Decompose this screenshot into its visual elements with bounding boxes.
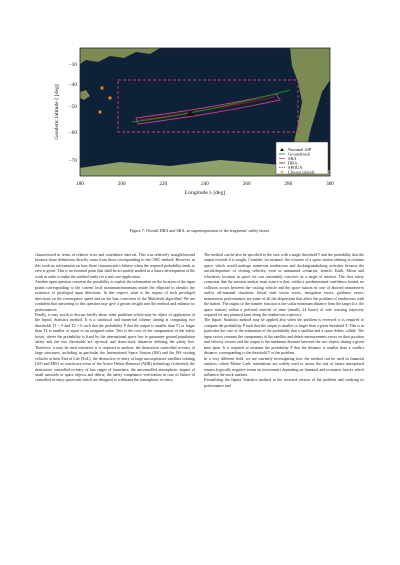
map-plot	[40, 40, 360, 230]
y-tick-label: −30	[68, 62, 77, 68]
y-tick-label: −40	[68, 82, 77, 88]
x-tick-label: 260	[242, 181, 251, 187]
x-tick-label: 300	[326, 181, 334, 187]
y-tick-label: −70	[68, 158, 77, 164]
right-column	[204, 252, 364, 552]
island-marker	[98, 110, 101, 113]
y-tick-label: −60	[68, 130, 77, 136]
legend-label: DRA	[288, 160, 298, 166]
legend-label: Chosen islands	[288, 169, 315, 175]
island-marker	[108, 96, 111, 99]
paragraph: The Inputs' Statistics method may be applied also when the problem is reversed: it is required to compute the probability P such that the output is smaller or larger than a given threshold T. This is in particular the case of the estimation of the probability that a satellite and a space debris collide. The input vector contains the components of the satellite and debris measurements errors on their position and velocity vectors and the output is the minimum distance between the two objects during a given time span. It is required to estimate the probability P that the distance is smaller than a conflict distance, corresponding to the threshold T of the problem.	[204, 317, 364, 356]
paragraph: characterized in terms of relative error and confidence interval. This was relatively straightforward because those definitions directly come from those corresponding to the CMC method. However, in this work no information on how these characteristics behave when the required probability tends to zero is given. This is an essential point that shall be accurately studied in a future development of the work in order to make the method ready for a real case application.	[35, 252, 195, 279]
legend-label: SRA	[288, 156, 297, 161]
legend-label: Groundtrack	[288, 151, 311, 157]
x-tick-label: 280	[284, 181, 293, 187]
left-column	[35, 252, 195, 552]
x-axis-label: Longitude λ [deg]	[184, 190, 226, 196]
y-axis-label: Geodetic latitude ζ [deg]	[54, 84, 60, 140]
x-tick-label: 180	[76, 181, 84, 187]
x-tick-label: 200	[117, 181, 126, 187]
paragraph: Formalizing the Inputs' Statistics method in the reversed version of the problem and studying its performance and	[204, 377, 364, 388]
figure-caption: Figure 7: Overall DRA and SRA, as superimposition of the fragments' safety boxes.	[129, 228, 271, 233]
legend-label: Nominal AIP	[288, 147, 312, 152]
paragraph: Finally, it may worth to discuss briefly about other problems which may be object of application of the Inputs' Statistics method. It is a statistical and numerical scheme aiming at computing two thresholds T1 < 0 and T2 > 0 such that the probability P that the output is smaller than T1 or larger than T2 is smaller or equal to an assigned value. This is the case of the computation of the safety boxes, where the probability is fixed by the international space law to guarantee ground population safety and the two thresholds are up-track and down-track distances defining the safety box. Therefore, it may be used whenever it is required to analyse: the destructive controlled re-entry of large structures, including in particular the International Space Station (ISS) and the ISS visiting vehicles at their End of Life (EoL); the destructive re-entry of large uncooperative satellites orbiting LEO and MEO as conclusive event of the Active Debris Removal (ADR) technology (e.deorbit); the destructive controlled re-entry of last stages of launchers; the uncontrolled atmospheric impact of small asteroids or space objects and debris; the safety compliance verification in case of failure of controlled re-entry spacecraft which are designed to withstand the atmospheric re-entry.	[35, 311, 195, 383]
x-tick-label: 240	[201, 181, 209, 187]
x-tick-label: 220	[159, 181, 168, 187]
paragraph: The method can be also be specified to the case with a single threshold T and the probability that the output exceeds it is sought. Consider, for instance, the scenario of a space station orbiting in cislunar space, which would undergo numerous rendezvous and docking/undocking activities because the arrival/departure of visiting vehicles, even in unmanned scenarios, from/to Earth, Moon and whichever location in space we can reasonably conceive as a target of interest. The first safety constraint that the mission analyst must assure is that, within a predetermined confidence bound, no collision occurs between the visiting vehicle and the space station in case of aborted manoeuvres and/or off-nominal situations. Initial state vector errors, navigation errors, guidance errors, manoeuvres performances are some of all the dispersions that affect the problem of rendezvous with the station. The output of the transfer function is the scalar minimum distance from the target (i.e. the space station) within a prefixed interval of time (usually 24 hours) of safe coasting trajectory required for any planned burn along the rendezvous trajectory.	[204, 252, 364, 317]
figure-safety-boxes	[40, 40, 360, 230]
legend-label: SPOUA	[288, 165, 303, 170]
y-tick-label: −50	[68, 104, 77, 110]
legend	[276, 142, 328, 176]
paragraph: In a very different field, we are currently investigating how the method can be used in financial analysis, where Monte Carlo simulations are widely used to assess the risk of future unexpected returns (typically negative return on investment) depending on financial and economic factors which influence the stock markets.	[204, 355, 364, 377]
island-marker	[100, 86, 103, 89]
paragraph: Another open question concerns the possibility to exploit the information on the location of the input points corresponding to the current local maximum/minimum inside the ellipsoid to identify the existence of privileged input directions. In this respect, what is the impact of such privileged directions on the convergence speed and on the bias correction of the Multilevel algorithm? We are confident that answering to this question may give a greater insight into the method and enhance its performances.	[35, 279, 195, 312]
legend-star-icon: ★	[280, 170, 284, 176]
